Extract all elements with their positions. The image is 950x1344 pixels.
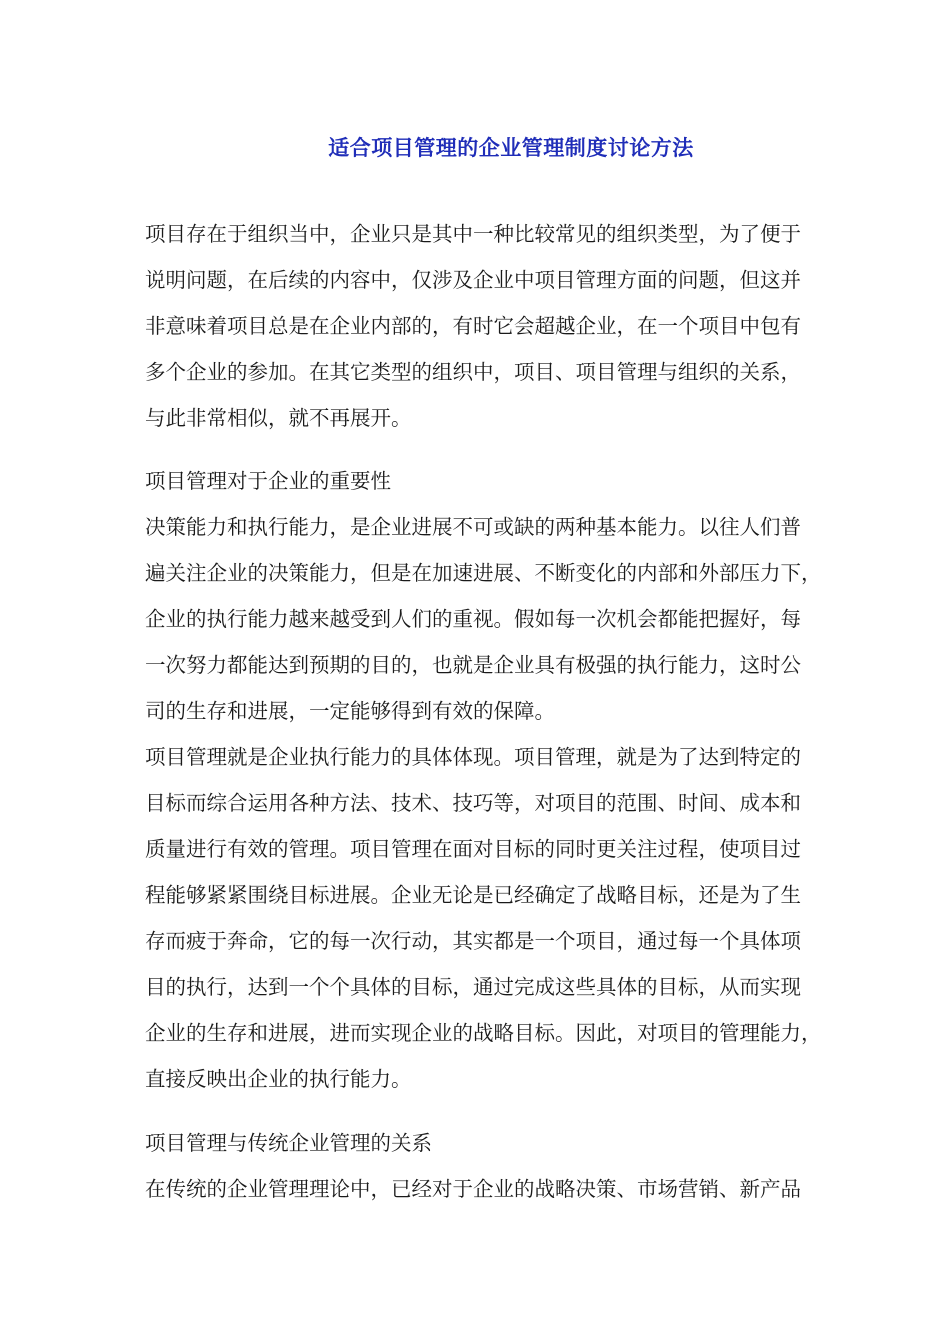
text-line: 说明问题，在后续的内容中，仅涉及企业中项目管理方面的问题，但这并 — [145, 268, 801, 292]
text-line: 目标而综合运用各种方法、技术、技巧等，对项目的范围、时间、成本和 — [145, 791, 801, 815]
section-heading: 项目管理与传统企业管理的关系 — [145, 1131, 432, 1155]
text-line: 存而疲于奔命，它的每一次行动，其实都是一个项目，通过每一个具体项 — [145, 929, 801, 953]
text-line: 直接反映出企业的执行能力。 — [145, 1067, 412, 1091]
text-line: 目的执行，达到一个个具体的目标，通过完成这些具体的目标，从而实现 — [145, 975, 801, 999]
text-line: 企业的执行能力越来越受到人们的重视。假如每一次机会都能把握好，每 — [145, 607, 801, 631]
text-line: 项目存在于组织当中，企业只是其中一种比较常见的组织类型，为了便于 — [145, 222, 801, 246]
text-line: 项目管理就是企业执行能力的具体体现。项目管理，就是为了达到特定的 — [145, 745, 801, 769]
text-line: 企业的生存和进展，进而实现企业的战略目标。因此，对项目的管理能力， — [145, 1021, 822, 1045]
text-line: 多个企业的参加。在其它类型的组织中，项目、项目管理与组织的关系， — [145, 360, 801, 384]
text-line: 司的生存和进展，一定能够得到有效的保障。 — [145, 699, 555, 723]
text-line: 非意味着项目总是在企业内部的，有时它会超越企业，在一个项目中包有 — [145, 314, 801, 338]
text-line: 质量进行有效的管理。项目管理在面对目标的同时更关注过程，使项目过 — [145, 837, 801, 861]
text-line: 与此非常相似，就不再展开。 — [145, 406, 412, 430]
text-line: 遍关注企业的决策能力，但是在加速进展、不断变化的内部和外部压力下， — [145, 561, 822, 585]
text-line: 决策能力和执行能力，是企业进展不可或缺的两种基本能力。以往人们普 — [145, 515, 801, 539]
document-title: 适合项目管理的企业管理制度讨论方法 — [328, 135, 694, 160]
text-line: 程能够紧紧围绕目标进展。企业无论是已经确定了战略目标，还是为了生 — [145, 883, 801, 907]
text-line: 一次努力都能达到预期的目的，也就是企业具有极强的执行能力，这时公 — [145, 653, 801, 677]
section-heading: 项目管理对于企业的重要性 — [145, 469, 391, 493]
text-line: 在传统的企业管理理论中，已经对于企业的战略决策、市场营销、新产品 — [145, 1177, 801, 1201]
